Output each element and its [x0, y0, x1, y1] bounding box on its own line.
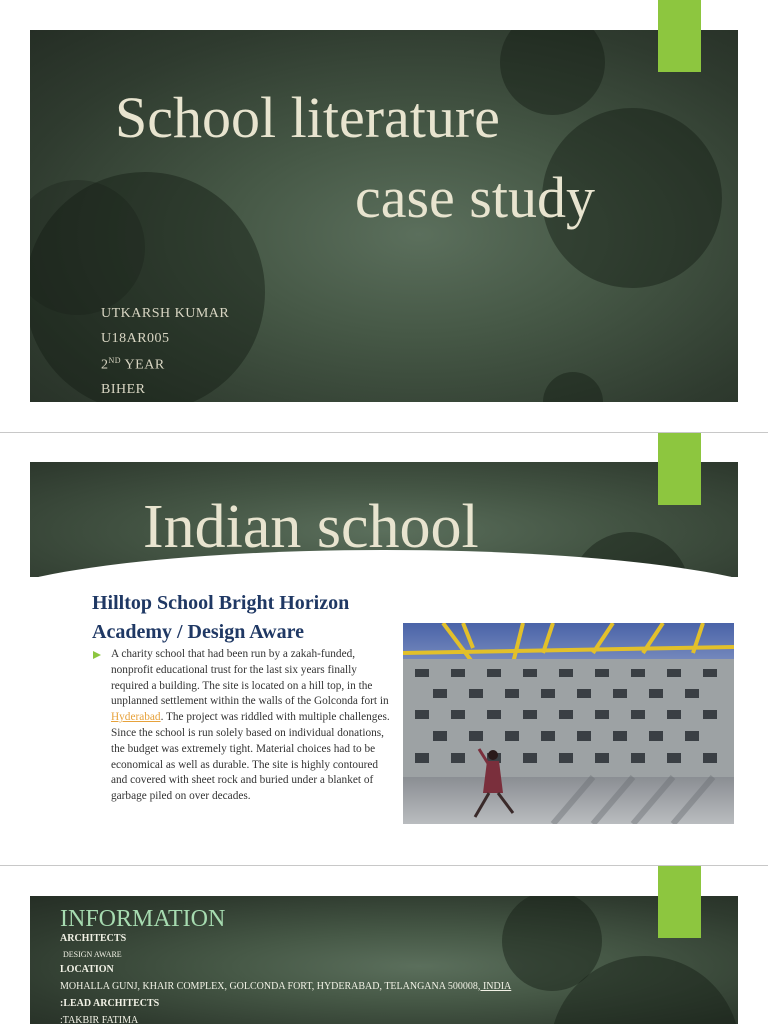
roll-number: U18AR005	[101, 331, 170, 346]
slide-title-line2: case study	[355, 165, 595, 230]
decor-circle	[500, 30, 605, 115]
slide-title-line1: School literature	[115, 85, 500, 150]
slide-title: Indian school	[143, 493, 479, 561]
lead-architects-label: :LEAD ARCHITECTS	[60, 998, 160, 1009]
location-label: LOCATION	[60, 964, 114, 975]
slide-divider	[0, 865, 768, 866]
accent-tab	[658, 0, 701, 72]
section-heading: Hilltop School Bright Horizon Academy / Design Aware	[92, 592, 350, 643]
slide-divider	[0, 432, 768, 433]
architects-value: DESIGN AWARE	[63, 950, 122, 959]
college-name: BIHER	[101, 382, 146, 397]
year-label: 2ND YEAR	[101, 356, 165, 373]
accent-tab	[658, 866, 701, 938]
body-paragraph: A charity school that had been run by a zakah-funded, nonprofit educational trust for the last six years finally required a building. The site is located on a hill top, in the unplanned settlement within the walls of the Golconda fort in Hyderabad. The project was riddled with multiple challenges. Since the school is run solely based on individual donations, the budget was extremely tight. Material choices had to be economical as well as durable. The site is highly contoured and covered with sheet rock and buried under a blanket of garbage piled on over decades.	[111, 648, 390, 803]
title-slide	[30, 30, 738, 402]
architects-label: ARCHITECTS	[60, 933, 127, 944]
info-title: INFORMATION	[60, 906, 226, 932]
author-name: UTKARSH KUMAR	[101, 306, 230, 321]
decor-circle	[543, 372, 603, 402]
info-slide	[30, 896, 738, 1024]
hyderabad-link[interactable]: Hyderabad	[111, 711, 161, 724]
location-value: MOHALLA GUNJ, KHAIR COMPLEX, GOLCONDA FORT, HYDERABAD, TELANGANA 500008, INDIA	[60, 981, 512, 992]
slide-header	[30, 462, 738, 577]
school-photo	[403, 623, 734, 824]
bullet-arrow-icon	[92, 650, 102, 660]
accent-tab	[658, 433, 701, 505]
lead-architects-value: :TAKBIR FATIMA	[60, 1015, 139, 1024]
